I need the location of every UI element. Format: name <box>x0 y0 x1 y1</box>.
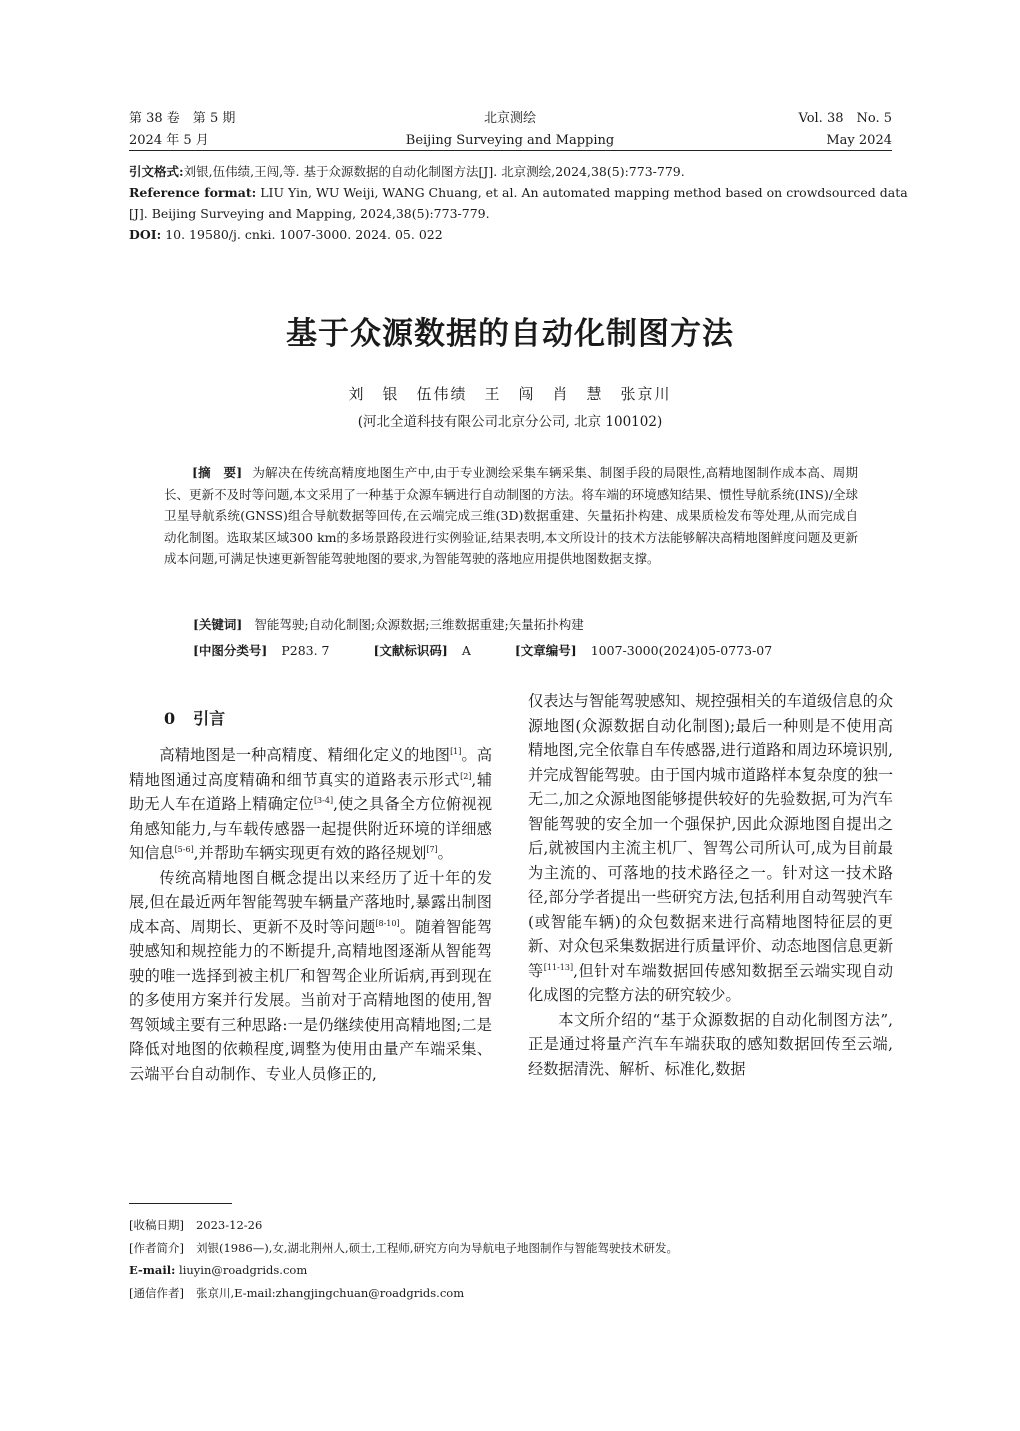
citation-ref[interactable]: [1] <box>450 747 462 756</box>
citation-en-label: Reference format: <box>129 185 257 200</box>
citation-block <box>129 161 908 245</box>
clc-label: [中图分类号] <box>193 643 268 658</box>
clc-value: P283. 7 <box>281 643 330 658</box>
author-email[interactable]: liuyin@roadgrids.com <box>179 1263 308 1277</box>
paragraph: 传统高精地图自概念提出以来经历了近十年的发展,但在最近两年智能驾驶车辆量产落地时,暴露出制图成本高、周期长、更新不及时等问题[8-10]。随着智能驾驶感知和规控能力的不断提升,高精地图逐渐从智能驾驶的唯一选择到被主机厂和智驾企业所诟病,再到现在的多使用方案并行发展。当前对于高精地图的使用,智驾领域主要有三种思路:一是仍继续使用高精地图;二是降低对地图的依赖程度,调整为使用由量产车端采集、云端平台自动制作、专业人员修正的, <box>129 868 493 1083</box>
section-number: 0 <box>164 709 176 728</box>
article-no-label: [文章编号] <box>514 643 577 658</box>
citation-ref[interactable]: [7] <box>426 845 438 854</box>
paragraph: 本文所介绍的“基于众源数据的自动化制图方法”,正是通过将量产汽车车端获取的感知数据回传至云端,经数据清洗、解析、标准化,数据 <box>528 1010 893 1078</box>
paragraph: 仅表达与智能驾驶感知、规控强相关的车道级信息的众源地图(众源数据自动化制图);最后一种则是不使用高精地图,完全依靠自车传感器,进行道路和周边环境识别,并完成智能驾驶。由于国内城市道路样本复杂度的独一无二,加之众源地图能够提供较好的先验数据,可为汽车智能驾驶的安全加一个强保护,因此众源地图自提出之后,就被国内主流主机厂、智驾公司所认可,成为目前最为主流的、可落地的技术路径之一。针对这一技术路径,部分学者提出一些研究方法,包括利用自动驾驶汽车(或智能车辆)的众包数据来进行高精地图特征层的更新、对众包采集数据进行质量评价、动态地图信息更新等[11-13],但针对车端数据回传感知数据至云端实现自动化成图的完整方法的研究较少。 <box>528 692 894 1004</box>
section-title: 引言 <box>193 709 226 728</box>
citation-doi <box>129 224 894 245</box>
doc-code-value: A <box>461 643 471 658</box>
article-no-value: 1007-3000(2024)05-0773-07 <box>590 643 773 658</box>
footnote-author: [作者简介] 刘银(1986—),女,湖北荆州人,硕士,工程师,研究方向为导航电子地图制作与智能驾驶技术研发。 <box>129 1241 678 1255</box>
author-list: 刘 银 伍伟绩 王 闯 肖 慧 张京川 <box>348 385 672 403</box>
paper-title: 基于众源数据的自动化制图方法 <box>286 316 734 352</box>
keywords-text: 智能驾驶;自动化制图;众源数据;三维数据重建;矢量拓扑构建 <box>254 617 584 632</box>
keywords-label: [关键词] <box>193 617 243 632</box>
paragraph: 高精地图是一种高精度、精细化定义的地图[1]。高精地图通过高度精确和细节真实的道路表示形式[2],辅助无人车在道路上精确定位[3-4],使之具备全方位俯视视角感知能力,与车载传感器一起提供附近环境的详细感知信息[5-6],并帮助车辆实现更有效的路径规划[7]。 <box>129 746 493 862</box>
doi-label: DOI: <box>129 227 162 242</box>
citation-ref[interactable]: [3-4] <box>313 796 334 805</box>
header-rule <box>129 150 892 151</box>
abstract-text: 为解决在传统高精度地图生产中,由于专业测绘采集车辆采集、制图手段的局限性,高精地图制作成本高、周期长、更新不及时等问题,本文采用了一种基于众源车辆进行自动制图的方法。将车端的环境感知结果、惯性导航系统(INS)/全球卫星导航系统(GNSS)组合导航数据等回传,在云端完成三维(3D)数据重建、矢量拓扑构建、成果质检发布等处理,从而完成自动化制图。选取某区域300 km的多场景路段进行实例验证,结果表明,本文所设计的技术方法能够解决高精地图鲜度问题及更新成本问题,可满足快速更新智能驾驶地图的要求,为智能驾驶的落地应用提供地图数据支撑。 <box>164 465 858 567</box>
doi-text: 10. 19580/j. cnki. 1007-3000. 2024. 05. 022 <box>165 227 443 242</box>
footnote-email: E-mail: liuyin@roadgrids.com <box>129 1263 308 1277</box>
footnote-rule <box>129 1203 232 1204</box>
header-vol-no-en: Vol. 38 No. 5 <box>798 111 892 126</box>
header-date-en: May 2024 <box>826 133 892 148</box>
keywords <box>193 615 584 635</box>
right-column <box>528 689 893 1081</box>
citation-en-cont: [J]. Beijing Surveying and Mapping, 2024,38(5):773-779. <box>129 206 490 221</box>
abstract <box>164 462 858 570</box>
doc-code-label: [文献标识码] <box>373 643 448 658</box>
section-heading <box>164 706 225 729</box>
footnote-corresponding: [通信作者] 张京川,E-mail:zhangjingchuan@roadgrids.com <box>129 1286 465 1300</box>
footnote-received: [收稿日期] 2023-12-26 <box>129 1218 263 1232</box>
citation-cn-label: 引文格式 <box>129 164 180 179</box>
citation-cn-text: 刘银,伍伟绩,王闯,等. 基于众源数据的自动化制图方法[J]. 北京测绘,2024,38(5):773-779. <box>183 164 685 179</box>
header-journal-cn: 北京测绘 <box>483 111 536 126</box>
citation-ref[interactable]: [2] <box>460 771 472 781</box>
citation-ref[interactable]: [5-6] <box>174 845 194 854</box>
citation-ref[interactable]: [8-10] <box>375 918 400 928</box>
header-journal-en: Beijing Surveying and Mapping <box>405 133 615 148</box>
citation-cn: 引文格式:刘银,伍伟绩,王闯,等. 基于众源数据的自动化制图方法[J]. 北京测绘,2024,38(5):773-779. <box>129 164 685 179</box>
citation-en <box>129 182 908 203</box>
abstract-label: [摘 要] <box>192 465 243 480</box>
header-volume-issue: 第 38 卷 第 5 期 <box>129 111 236 126</box>
header-date-cn: 2024 年 5 月 <box>129 133 209 148</box>
left-column <box>129 743 492 1086</box>
citation-en-text-1: LIU Yin, WU Weiji, WANG Chuang, et al. An automated mapping method based on crowdsourced data <box>260 185 908 200</box>
affiliation: (河北全道科技有限公司北京分公司, 北京 100102) <box>357 414 663 430</box>
citation-ref[interactable]: [11-13] <box>543 962 574 972</box>
classification <box>193 641 772 661</box>
